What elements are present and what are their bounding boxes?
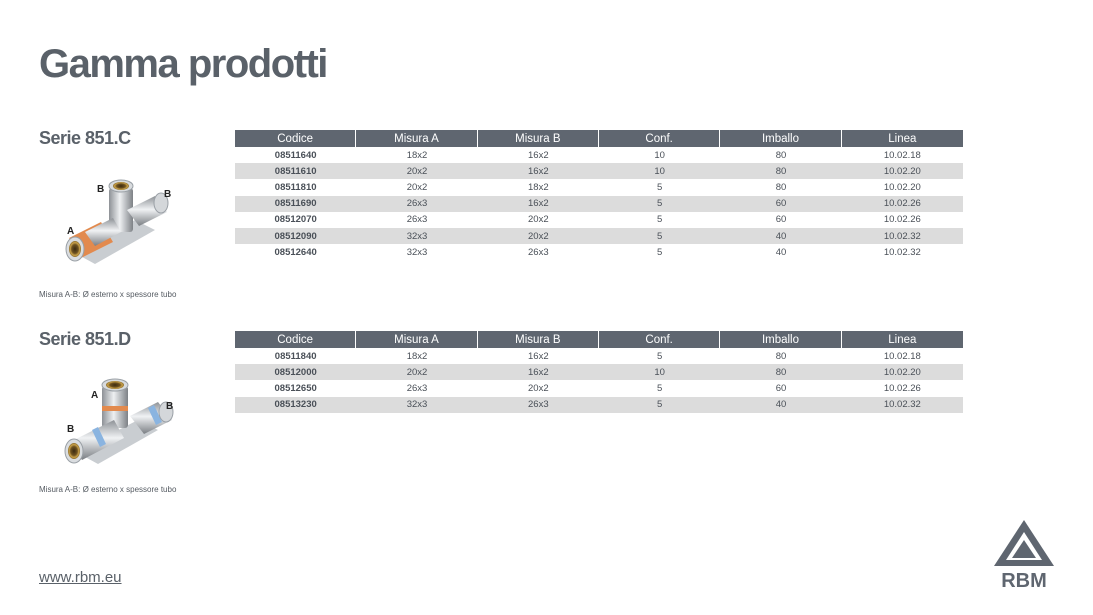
table-cell: 26x3	[356, 196, 477, 212]
table-row	[235, 364, 963, 380]
label-a: A	[67, 226, 75, 237]
table-cell: 10.02.32	[842, 228, 963, 244]
table-header-row	[235, 331, 963, 348]
table-cell: 20x2	[406, 181, 428, 193]
tee-fitting-851c-image	[55, 170, 185, 275]
website-link[interactable]: www.rbm.eu	[39, 569, 122, 586]
table-header-row	[235, 130, 963, 147]
table-row	[235, 212, 963, 228]
table-cell: 40	[720, 228, 841, 244]
logo-text: RBM	[1001, 570, 1047, 590]
table-cell: 16x2	[478, 163, 599, 179]
label-b-left: B	[67, 424, 75, 435]
table-cell: 10.02.20	[842, 163, 963, 179]
column-header: Linea	[842, 331, 963, 348]
table-cell: 18x2	[406, 350, 428, 362]
table-cell: 10.02.20	[883, 181, 921, 193]
table-cell: 5	[599, 196, 720, 212]
label-b-right: B	[164, 189, 172, 200]
table-cell: 80	[775, 350, 787, 362]
table-row	[235, 163, 963, 179]
table-row	[235, 348, 963, 364]
table-row	[235, 244, 963, 260]
table-cell: 5	[657, 181, 663, 193]
label-a: A	[91, 390, 99, 401]
table-cell: 80	[775, 181, 787, 193]
product-code-cell: 08512070	[274, 214, 317, 226]
table-cell: 26x3	[478, 397, 599, 413]
column-header: Linea	[842, 130, 963, 147]
column-header: Misura B	[478, 331, 599, 348]
table-cell: 26x3	[406, 382, 428, 394]
table-cell: 10.02.26	[883, 214, 921, 226]
table-cell: 5	[599, 228, 720, 244]
table-cell: 80	[775, 149, 787, 161]
table-row	[235, 228, 963, 244]
table-cell: 5	[657, 214, 663, 226]
table-cell: 80	[720, 364, 841, 380]
product-code-cell: 08513230	[235, 397, 356, 413]
table-cell: 10.02.18	[883, 149, 921, 161]
table-cell: 60	[775, 382, 787, 394]
product-code-cell: 08512650	[274, 382, 317, 394]
table-cell: 20x2	[356, 364, 477, 380]
table-cell: 60	[775, 214, 787, 226]
table-cell: 32x3	[406, 246, 428, 258]
column-header: Misura A	[356, 130, 477, 147]
column-header: Misura A	[356, 331, 477, 348]
table-row	[235, 397, 963, 413]
column-header: Conf.	[599, 331, 720, 348]
table-cell: 10.02.26	[883, 382, 921, 394]
product-table-851d	[235, 331, 963, 413]
table-cell: 80	[720, 163, 841, 179]
table-cell: 5	[657, 246, 663, 258]
table-cell: 32x3	[356, 397, 477, 413]
product-code-cell: 08512000	[235, 364, 356, 380]
label-b-right: B	[166, 401, 174, 412]
product-code-cell: 08511810	[274, 181, 317, 193]
column-header: Imballo	[720, 331, 841, 348]
column-header: Imballo	[720, 130, 841, 147]
table-cell: 10.02.18	[883, 350, 921, 362]
product-code-cell: 08512090	[235, 228, 356, 244]
table-cell: 40	[720, 397, 841, 413]
product-table-851c	[235, 130, 963, 260]
column-header: Misura B	[478, 130, 599, 147]
product-code-cell: 08512640	[274, 246, 317, 258]
table-cell: 10	[599, 163, 720, 179]
table-cell: 20x2	[528, 382, 549, 394]
table-cell: 20x2	[528, 214, 549, 226]
table-cell: 26x3	[406, 214, 428, 226]
product-code-cell: 08511640	[274, 149, 317, 161]
table-cell: 18x2	[528, 181, 549, 193]
table-cell: 10.02.20	[842, 364, 963, 380]
table-cell: 5	[599, 397, 720, 413]
table-cell: 16x2	[528, 350, 549, 362]
table-row	[235, 196, 963, 212]
rbm-logo	[990, 518, 1058, 590]
product-code-cell: 08511610	[235, 163, 356, 179]
table-cell: 10.02.32	[842, 397, 963, 413]
label-b-top: B	[97, 184, 105, 195]
table-cell: 5	[657, 382, 663, 394]
table-cell: 26x3	[528, 246, 549, 258]
product-code-cell: 08511840	[274, 350, 317, 362]
page-title: Gamma prodotti	[39, 42, 327, 86]
table-cell: 16x2	[528, 149, 549, 161]
table-cell: 32x3	[356, 228, 477, 244]
table-cell: 18x2	[406, 149, 428, 161]
table-cell: 10	[654, 149, 665, 161]
series-title-851c: Serie 851.C	[39, 128, 131, 148]
table-cell: 10	[599, 364, 720, 380]
series-note-851c: Misura A-B: Ø esterno x spessore tubo	[39, 290, 177, 299]
column-header: Codice	[235, 331, 356, 348]
table-cell: 16x2	[478, 196, 599, 212]
table-row	[235, 380, 963, 396]
table-cell: 20x2	[478, 228, 599, 244]
tee-fitting-851d-image	[58, 372, 188, 472]
series-note-851d: Misura A-B: Ø esterno x spessore tubo	[39, 485, 177, 494]
table-cell: 10.02.26	[842, 196, 963, 212]
table-cell: 60	[720, 196, 841, 212]
table-cell: 40	[775, 246, 787, 258]
product-code-cell: 08511690	[235, 196, 356, 212]
series-title-851d: Serie 851.D	[39, 329, 131, 349]
table-cell: 16x2	[478, 364, 599, 380]
column-header: Codice	[235, 130, 356, 147]
table-row	[235, 147, 963, 163]
table-cell: 20x2	[356, 163, 477, 179]
table-cell: 5	[657, 350, 663, 362]
table-row	[235, 179, 963, 195]
table-cell: 10.02.32	[883, 246, 921, 258]
column-header: Conf.	[599, 130, 720, 147]
